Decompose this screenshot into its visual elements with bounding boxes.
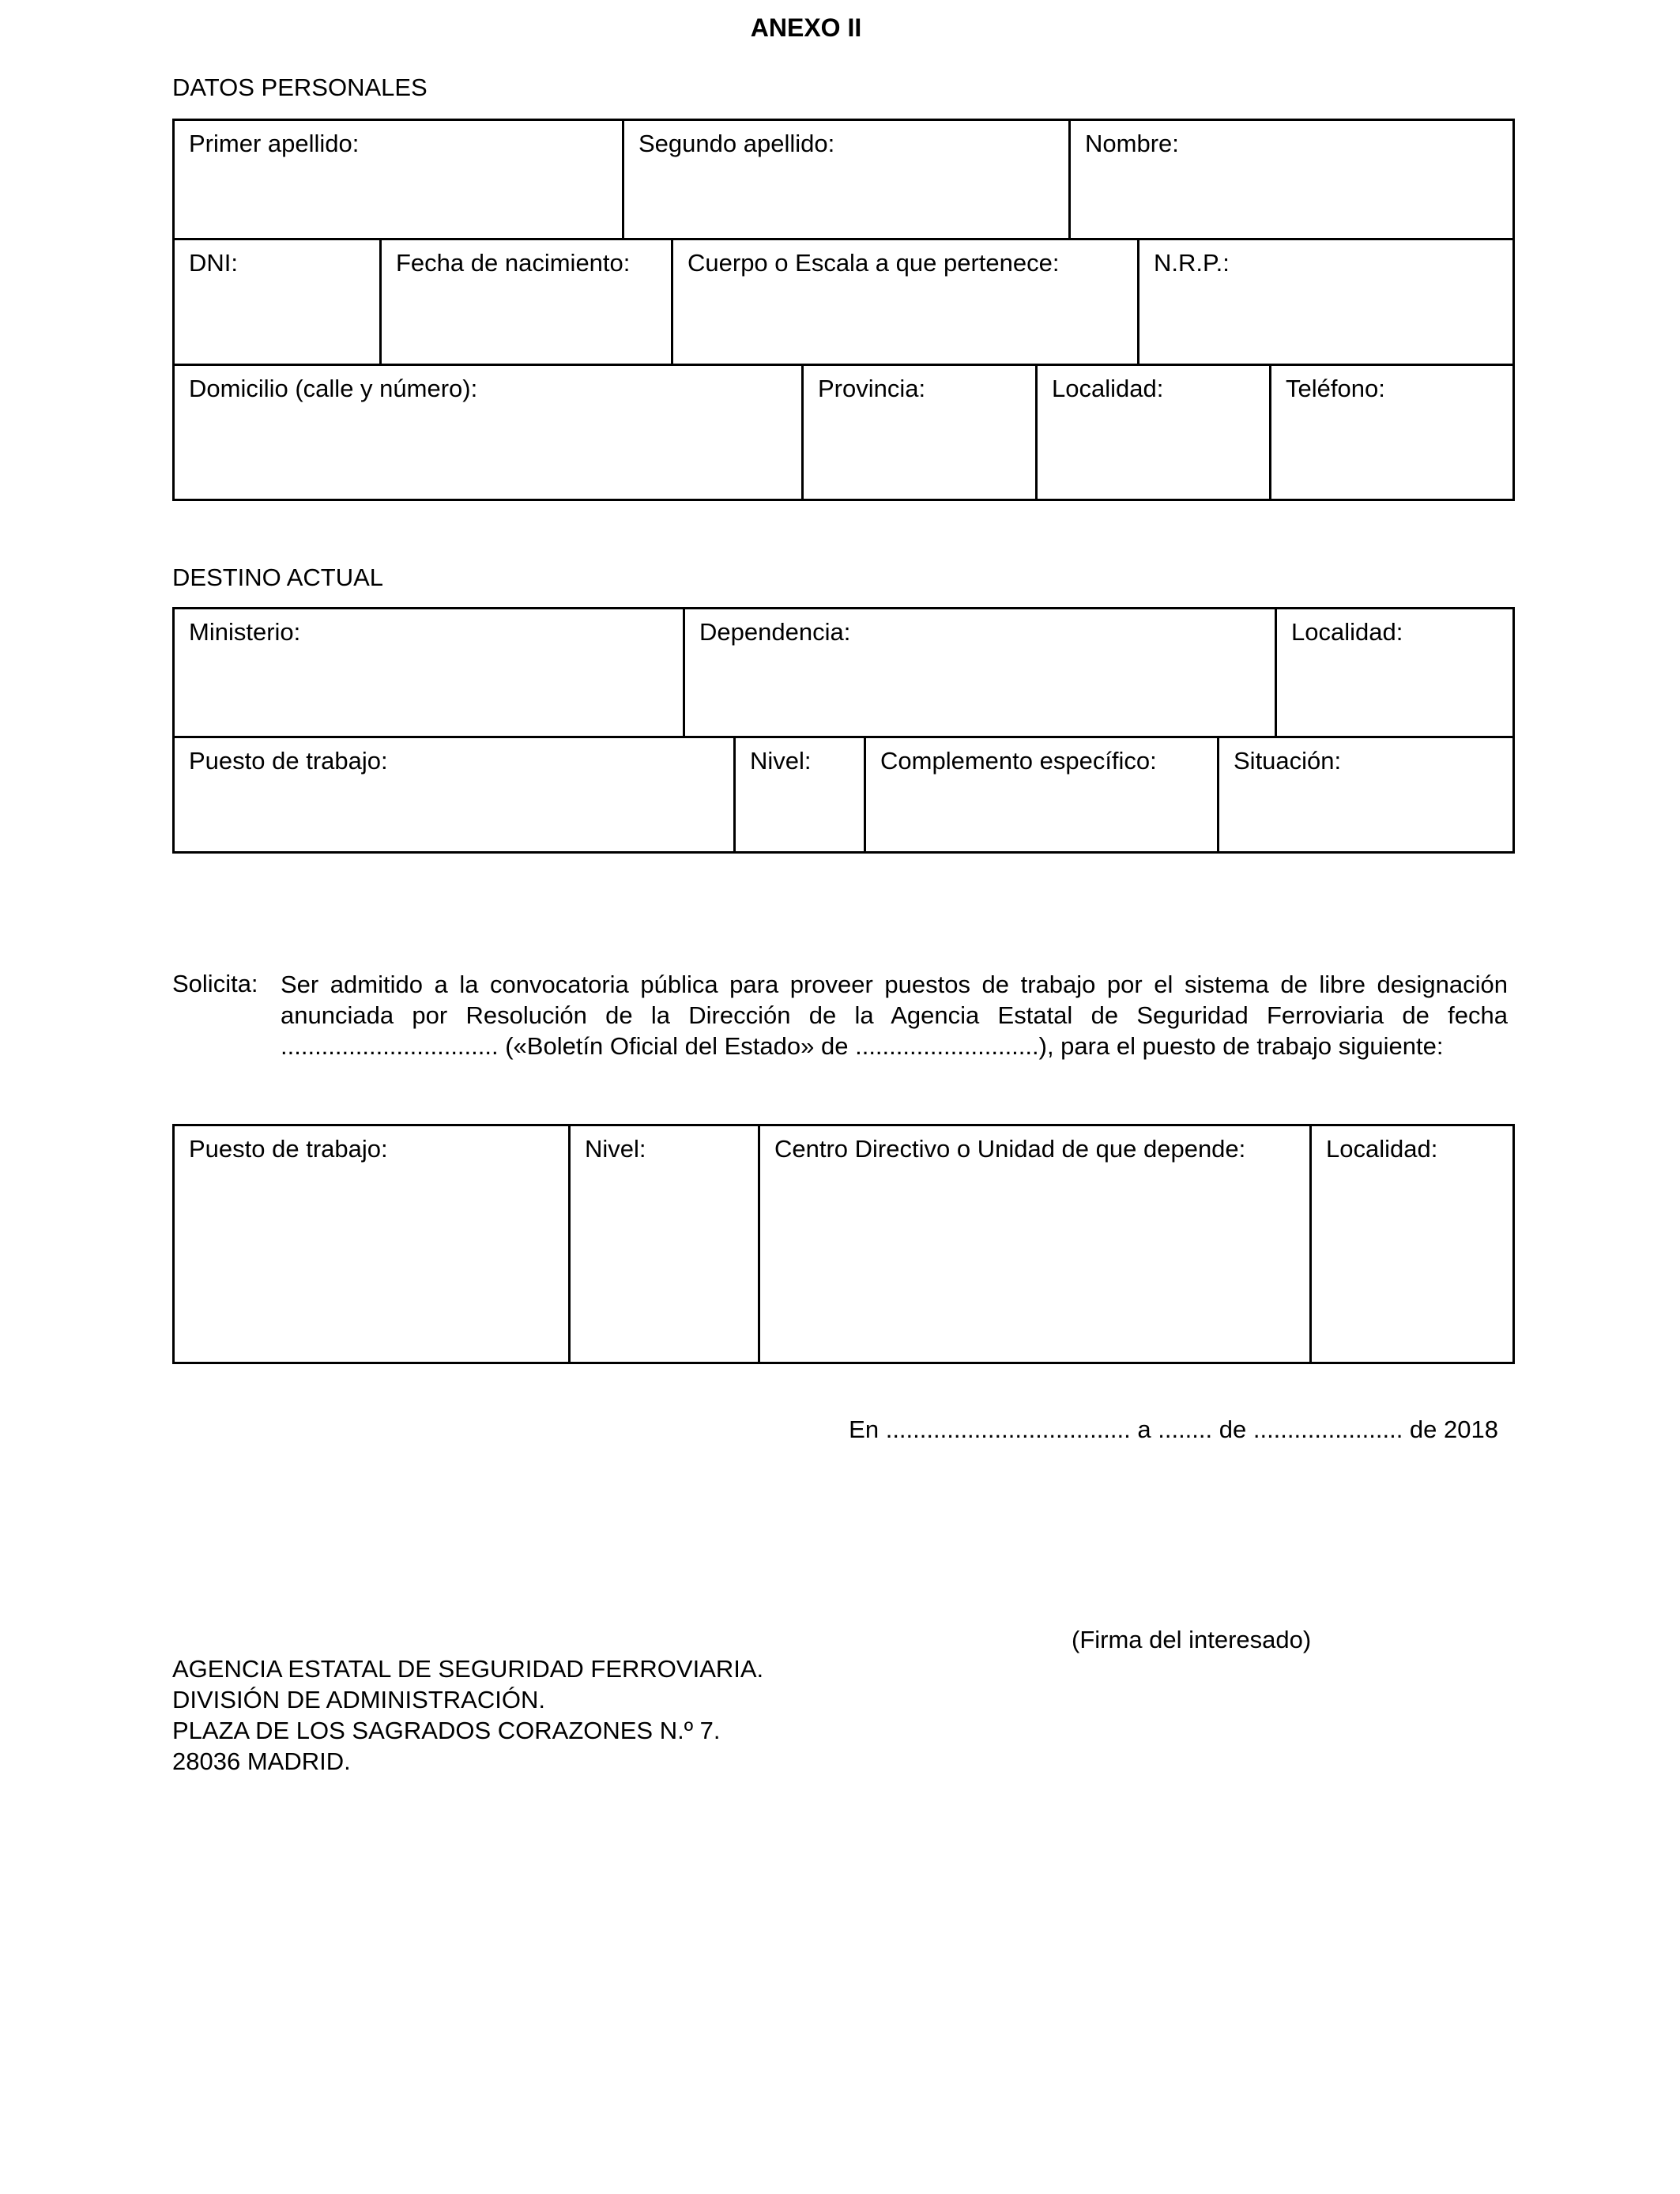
dependencia-label: Dependencia: — [699, 618, 851, 646]
situacion-field[interactable] — [1217, 738, 1512, 851]
nrp-label: N.R.P.: — [1154, 249, 1230, 277]
puesto-trabajo-actual-field[interactable] — [175, 738, 733, 851]
puesto-trabajo-solicitado-field[interactable] — [175, 1126, 568, 1362]
complemento-especifico-label: Complemento específico: — [880, 747, 1157, 775]
localidad-destino-field[interactable] — [1275, 609, 1512, 736]
address-line: PLAZA DE LOS SAGRADOS CORAZONES N.º 7. — [172, 1717, 721, 1744]
segundo-apellido-label: Segundo apellido: — [638, 130, 835, 157]
telefono-label: Teléfono: — [1286, 375, 1385, 402]
document-title: ANEXO II — [750, 13, 862, 42]
domicilio-field[interactable] — [175, 366, 801, 499]
datos-personales-row-3 — [175, 364, 1512, 499]
provincia-label: Provincia: — [818, 375, 926, 402]
dependencia-field[interactable] — [683, 609, 1275, 736]
centro-directivo-label: Centro Directivo o Unidad de que depende: — [774, 1135, 1246, 1163]
nombre-label: Nombre: — [1085, 130, 1179, 157]
fecha-nacimiento-field[interactable] — [379, 240, 671, 366]
nrp-field[interactable] — [1137, 240, 1512, 366]
solicita-label: Solicita: — [172, 970, 258, 997]
dni-label: DNI: — [189, 249, 238, 277]
destino-actual-row-2 — [175, 736, 1512, 851]
nombre-field[interactable] — [1068, 121, 1512, 238]
nivel-actual-label: Nivel: — [750, 747, 812, 775]
localidad-solicitada-label: Localidad: — [1326, 1135, 1438, 1163]
firma-interesado: (Firma del interesado) — [1072, 1626, 1312, 1653]
localidad-destino-label: Localidad: — [1291, 618, 1403, 646]
solicita-text: Ser admitido a la convocatoria pública para proveer puestos de trabajo por el sistema de libre designación anunciada por Resolución de la Dirección de la Agencia Estatal de Seguridad Ferroviaria de fecha ................................ («Boletín Oficial del Estado» de ...........................), para el puesto de trabajo siguiente: — [281, 971, 1508, 1060]
nivel-actual-field[interactable] — [733, 738, 864, 851]
datos-personales-table — [172, 119, 1515, 501]
destino-actual-row-1 — [175, 609, 1512, 736]
segundo-apellido-field[interactable] — [622, 121, 1068, 238]
localidad-label: Localidad: — [1052, 375, 1164, 402]
complemento-especifico-field[interactable] — [864, 738, 1217, 851]
situacion-label: Situación: — [1234, 747, 1342, 775]
centro-directivo-field[interactable] — [758, 1126, 1309, 1362]
destino-actual-heading: DESTINO ACTUAL — [172, 564, 383, 591]
puesto-trabajo-solicitado-label: Puesto de trabajo: — [189, 1135, 388, 1163]
datos-personales-heading: DATOS PERSONALES — [172, 74, 428, 101]
localidad-solicitada-field[interactable] — [1309, 1126, 1512, 1362]
fecha-nacimiento-label: Fecha de nacimiento: — [396, 249, 631, 277]
provincia-field[interactable] — [801, 366, 1035, 499]
cuerpo-escala-label: Cuerpo o Escala a que pertenece: — [687, 249, 1060, 277]
datos-personales-row-2 — [175, 238, 1512, 366]
puesto-solicitado-table — [172, 1124, 1515, 1364]
address-line: AGENCIA ESTATAL DE SEGURIDAD FERROVIARIA. — [172, 1655, 764, 1683]
datos-personales-row-1 — [175, 121, 1512, 238]
lugar-fecha-line: En .................................... a ........ de ...................... de 2018 — [849, 1416, 1498, 1443]
address-block — [172, 1653, 763, 1777]
ministerio-label: Ministerio: — [189, 618, 301, 646]
primer-apellido-field[interactable] — [175, 121, 622, 238]
dni-field[interactable] — [175, 240, 379, 366]
nivel-solicitado-field[interactable] — [568, 1126, 758, 1362]
ministerio-field[interactable] — [175, 609, 683, 736]
address-line: DIVISIÓN DE ADMINISTRACIÓN. — [172, 1686, 545, 1713]
localidad-field[interactable] — [1035, 366, 1269, 499]
domicilio-label: Domicilio (calle y número): — [189, 375, 478, 402]
destino-actual-table — [172, 607, 1515, 854]
puesto-solicitado-row-1 — [175, 1126, 1512, 1362]
nivel-solicitado-label: Nivel: — [585, 1135, 646, 1163]
cuerpo-escala-field[interactable] — [671, 240, 1137, 366]
primer-apellido-label: Primer apellido: — [189, 130, 360, 157]
puesto-trabajo-actual-label: Puesto de trabajo: — [189, 747, 388, 775]
telefono-field[interactable] — [1269, 366, 1512, 499]
address-line: 28036 MADRID. — [172, 1747, 351, 1775]
